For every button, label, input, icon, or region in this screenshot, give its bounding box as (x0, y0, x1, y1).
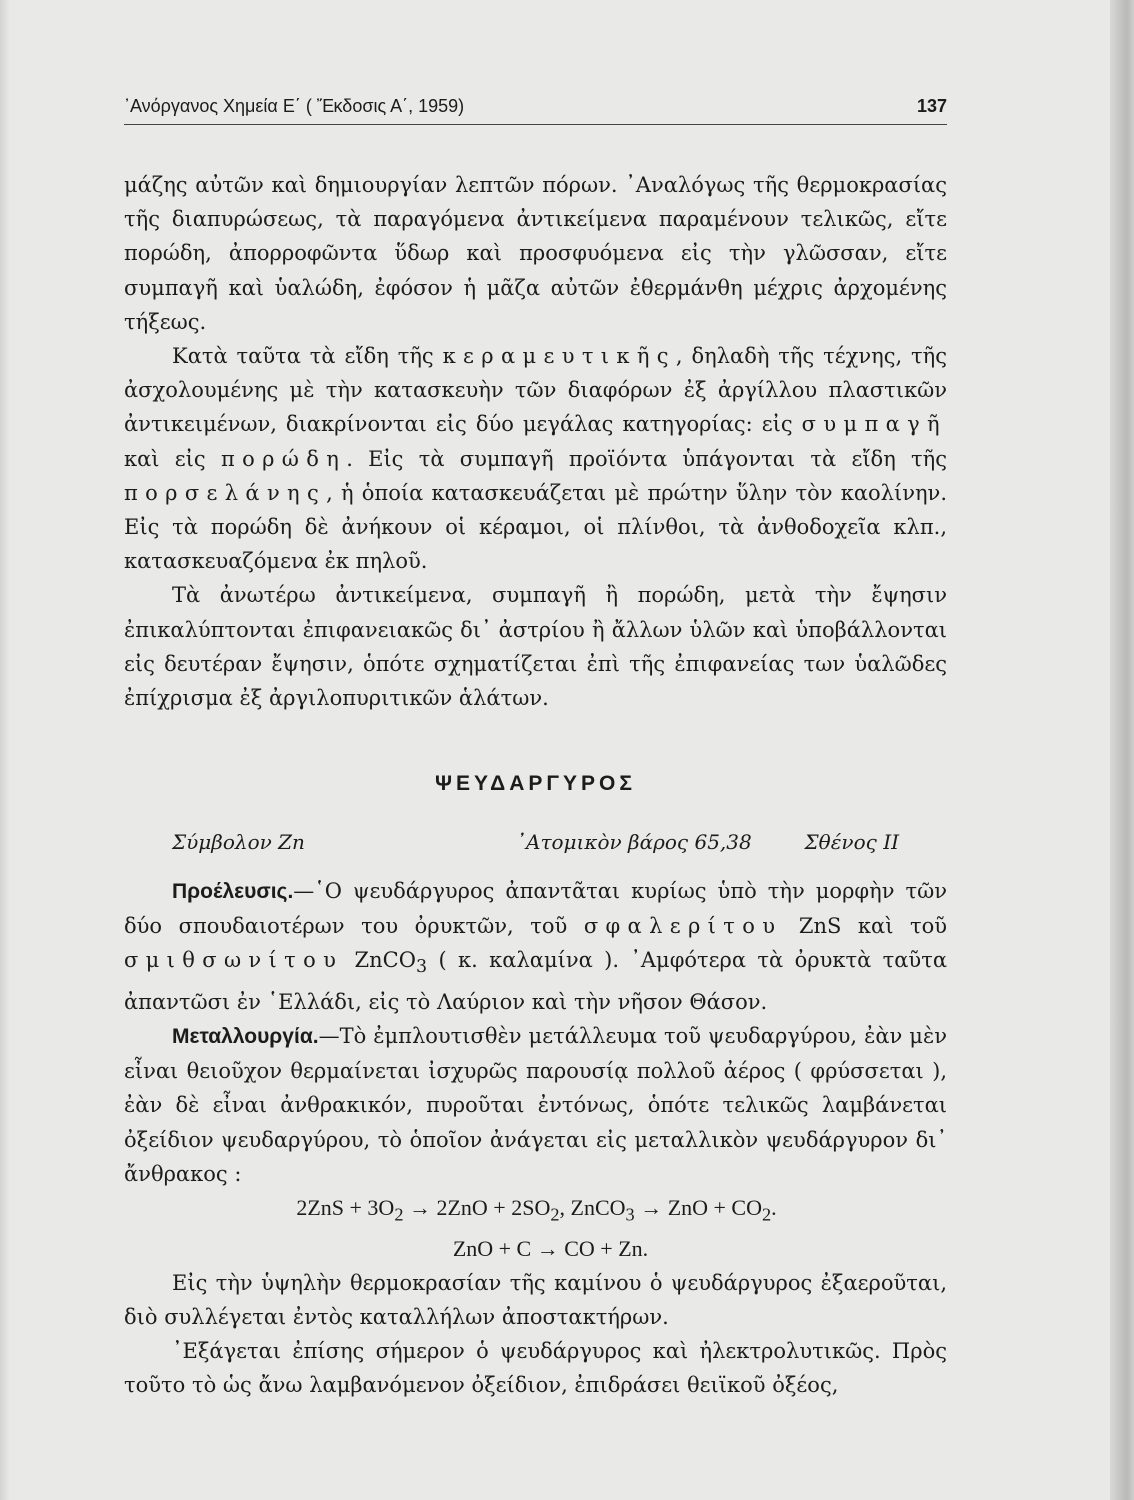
metallurgy-heading: Μεταλλουργία. (172, 1025, 319, 1048)
electrolytic-paragraph: ᾿Εξάγεται ἐπίσης σήμερον ὁ ψευδάργυρος καὶ ἠλεκτρολυτικῶς. Πρὸς τοῦτο τὸ ὡς ἄνω λαμβανόμενον ὀξείδιον, ἐπιδράσει θειϊκοῦ ὀξέος, (124, 1339, 947, 1398)
ceramics-paragraph: Κατὰ ταῦτα τὰ εἴδη τῆς κεραμευτικῆς, δηλαδὴ τῆς τέχνης, τῆς ἀσχολουμένης μὲ τὴν κατασκευὴν τῶν διαφόρων ἐξ ἀργίλλου πλαστικῶν ἀντικειμένων, διακρίνονται εἰς δύο μεγάλας κατηγορίας: εἰς συμπαγῆ καὶ εἰς πορώδη. Εἰς τὰ συμπαγῆ προϊόντα ὑπάγονται τὰ εἴδη τῆς πορσελάνης, ἡ ὁποία κατασκευάζεται μὲ πρώτην ὕλην τὸν καολίνην. Εἰς τὰ πορώδη δὲ ἀνήκουν οἱ κέραμοι, οἱ πλίνθοι, τὰ ἀνθοδοχεῖα κλπ., κατασκευαζόμενα ἐκ πηλοῦ. (124, 344, 947, 574)
spaced-term: πορσελάνης (124, 480, 327, 505)
element-properties-line (124, 830, 947, 860)
page-number: 137 (916, 96, 947, 116)
running-header (124, 96, 947, 122)
lower-text-block (124, 874, 947, 1403)
element-symbol: Σύμβολον Zn (172, 830, 305, 854)
spaced-term: σφαλερίτου (583, 914, 783, 939)
origin-heading: Προέλευσις. (172, 880, 294, 903)
equation-roasting: $2ZnS + 3O_2 \to 2ZnO + 2SO_2$, ZnCO$_3$ → ZnO + $CO_2$. (296, 1195, 777, 1225)
spaced-term: συμπαγῆ (801, 412, 947, 437)
continuation-paragraph: μάζης αὐτῶν καὶ δημιουργίαν λεπτῶν πόρων. ᾿Αναλόγως τῆς θερμοκρασίας τῆς διαπυρώσεως, τὰ παραγόμενα ἀντικείμενα παραμένουν τελικῶς, εἴτε πορώδη, ἀπορροφῶντα ὕδωρ καὶ προσφυόμενα εἰς τὴν γλῶσσαν, εἴτε συμπαγῆ καὶ ὑαλώδη, ἐφόσον ἡ μᾶζα αὐτῶν ἐθερμάνθη μέχρις ἀρχομένης τήξεως. (124, 173, 947, 334)
spaced-term: κεραμευτικῆς (442, 344, 676, 369)
page-edge-shadow-right (1110, 0, 1134, 1500)
glaze-paragraph: Τὰ ἀνωτέρω ἀντικείμενα, συμπαγῆ ἢ πορώδη, μετὰ τὴν ἔψησιν ἐπικαλύπτονται ἐπιφανειακῶς δι᾿ ἀστρίου ἢ ἄλλων ὑλῶν καὶ ὑποβάλλονται εἰς δευτέραν ἔψησιν, ὁπότε σχηματίζεται ἐπὶ τῆς ἐπιφανείας των ὑαλῶδες ἐπίχρισμα ἐξ ἀργιλοπυριτικῶν ἁλάτων. (124, 583, 947, 711)
atomic-weight: ᾿Ατομικὸν βάρος 65,38 (516, 830, 752, 854)
running-title: ᾿Ανόργανος Χημεία Ε΄ ( Ἔκδοσις Α΄, 1959) (124, 96, 465, 116)
origin-paragraph: Προέλευσις.—῾Ο ψευδάργυρος ἀπαντᾶται κυρίως ὑπὸ τὴν μορφὴν τῶν δύο σπουδαιοτέρων του ὀρυκτῶν, τοῦ σφαλερίτου ZnS καὶ τοῦ σμιθσωνίτου ZnCO$_3$ ( κ. καλαμίνα ). ᾿Αμφότερα τὰ ὀρυκτὰ ταῦτα ἀπαντῶσι ἐν ῾Ελλάδι, εἰς τὸ Λαύριον καὶ τὴν νῆσον Θάσον. (124, 879, 947, 1014)
header-rule (124, 124, 947, 125)
metallurgy-paragraph: Μεταλλουργία.—Τὸ ἐμπλουτισθὲν μετάλλευμα τοῦ ψευδαργύρου, ἐὰν μὲν εἶναι θειοῦχον θερμαίνεται ἰσχυρῶς παρουσίᾳ πολλοῦ ἀέρος ( φρύσσεται ), ἐὰν δὲ εἶναι ἀνθρακικόν, πυροῦται ἐντόνως, ὁπότε τελικῶς λαμβάνεται ὀξείδιον ψευδαργύρου, τὸ ὁποῖον ἀνάγεται εἰς μεταλλικὸν ψευδάργυρον δι᾿ ἄνθρακος : (124, 1024, 947, 1186)
valence: Σθένος II (804, 830, 899, 854)
equation-reduction: ZnO + C → CO + Zn. (452, 1235, 649, 1261)
spaced-term: πορώδη (220, 446, 347, 471)
section-title: ΨΕΥΔΑΡΓΥΡΟΣ (435, 772, 636, 795)
upper-text-block (124, 168, 947, 715)
volatilize-paragraph: Εἰς τὴν ὑψηλὴν θερμοκρασίαν τῆς καμίνου ὁ ψευδάργυρος ἐξαεροῦται, διὸ συλλέγεται ἐντὸς καταλλήλων ἀποστακτήρων. (124, 1270, 947, 1330)
page-edge-shadow-left (0, 0, 10, 1500)
spaced-term: σμιθσωνίτου (124, 948, 344, 973)
